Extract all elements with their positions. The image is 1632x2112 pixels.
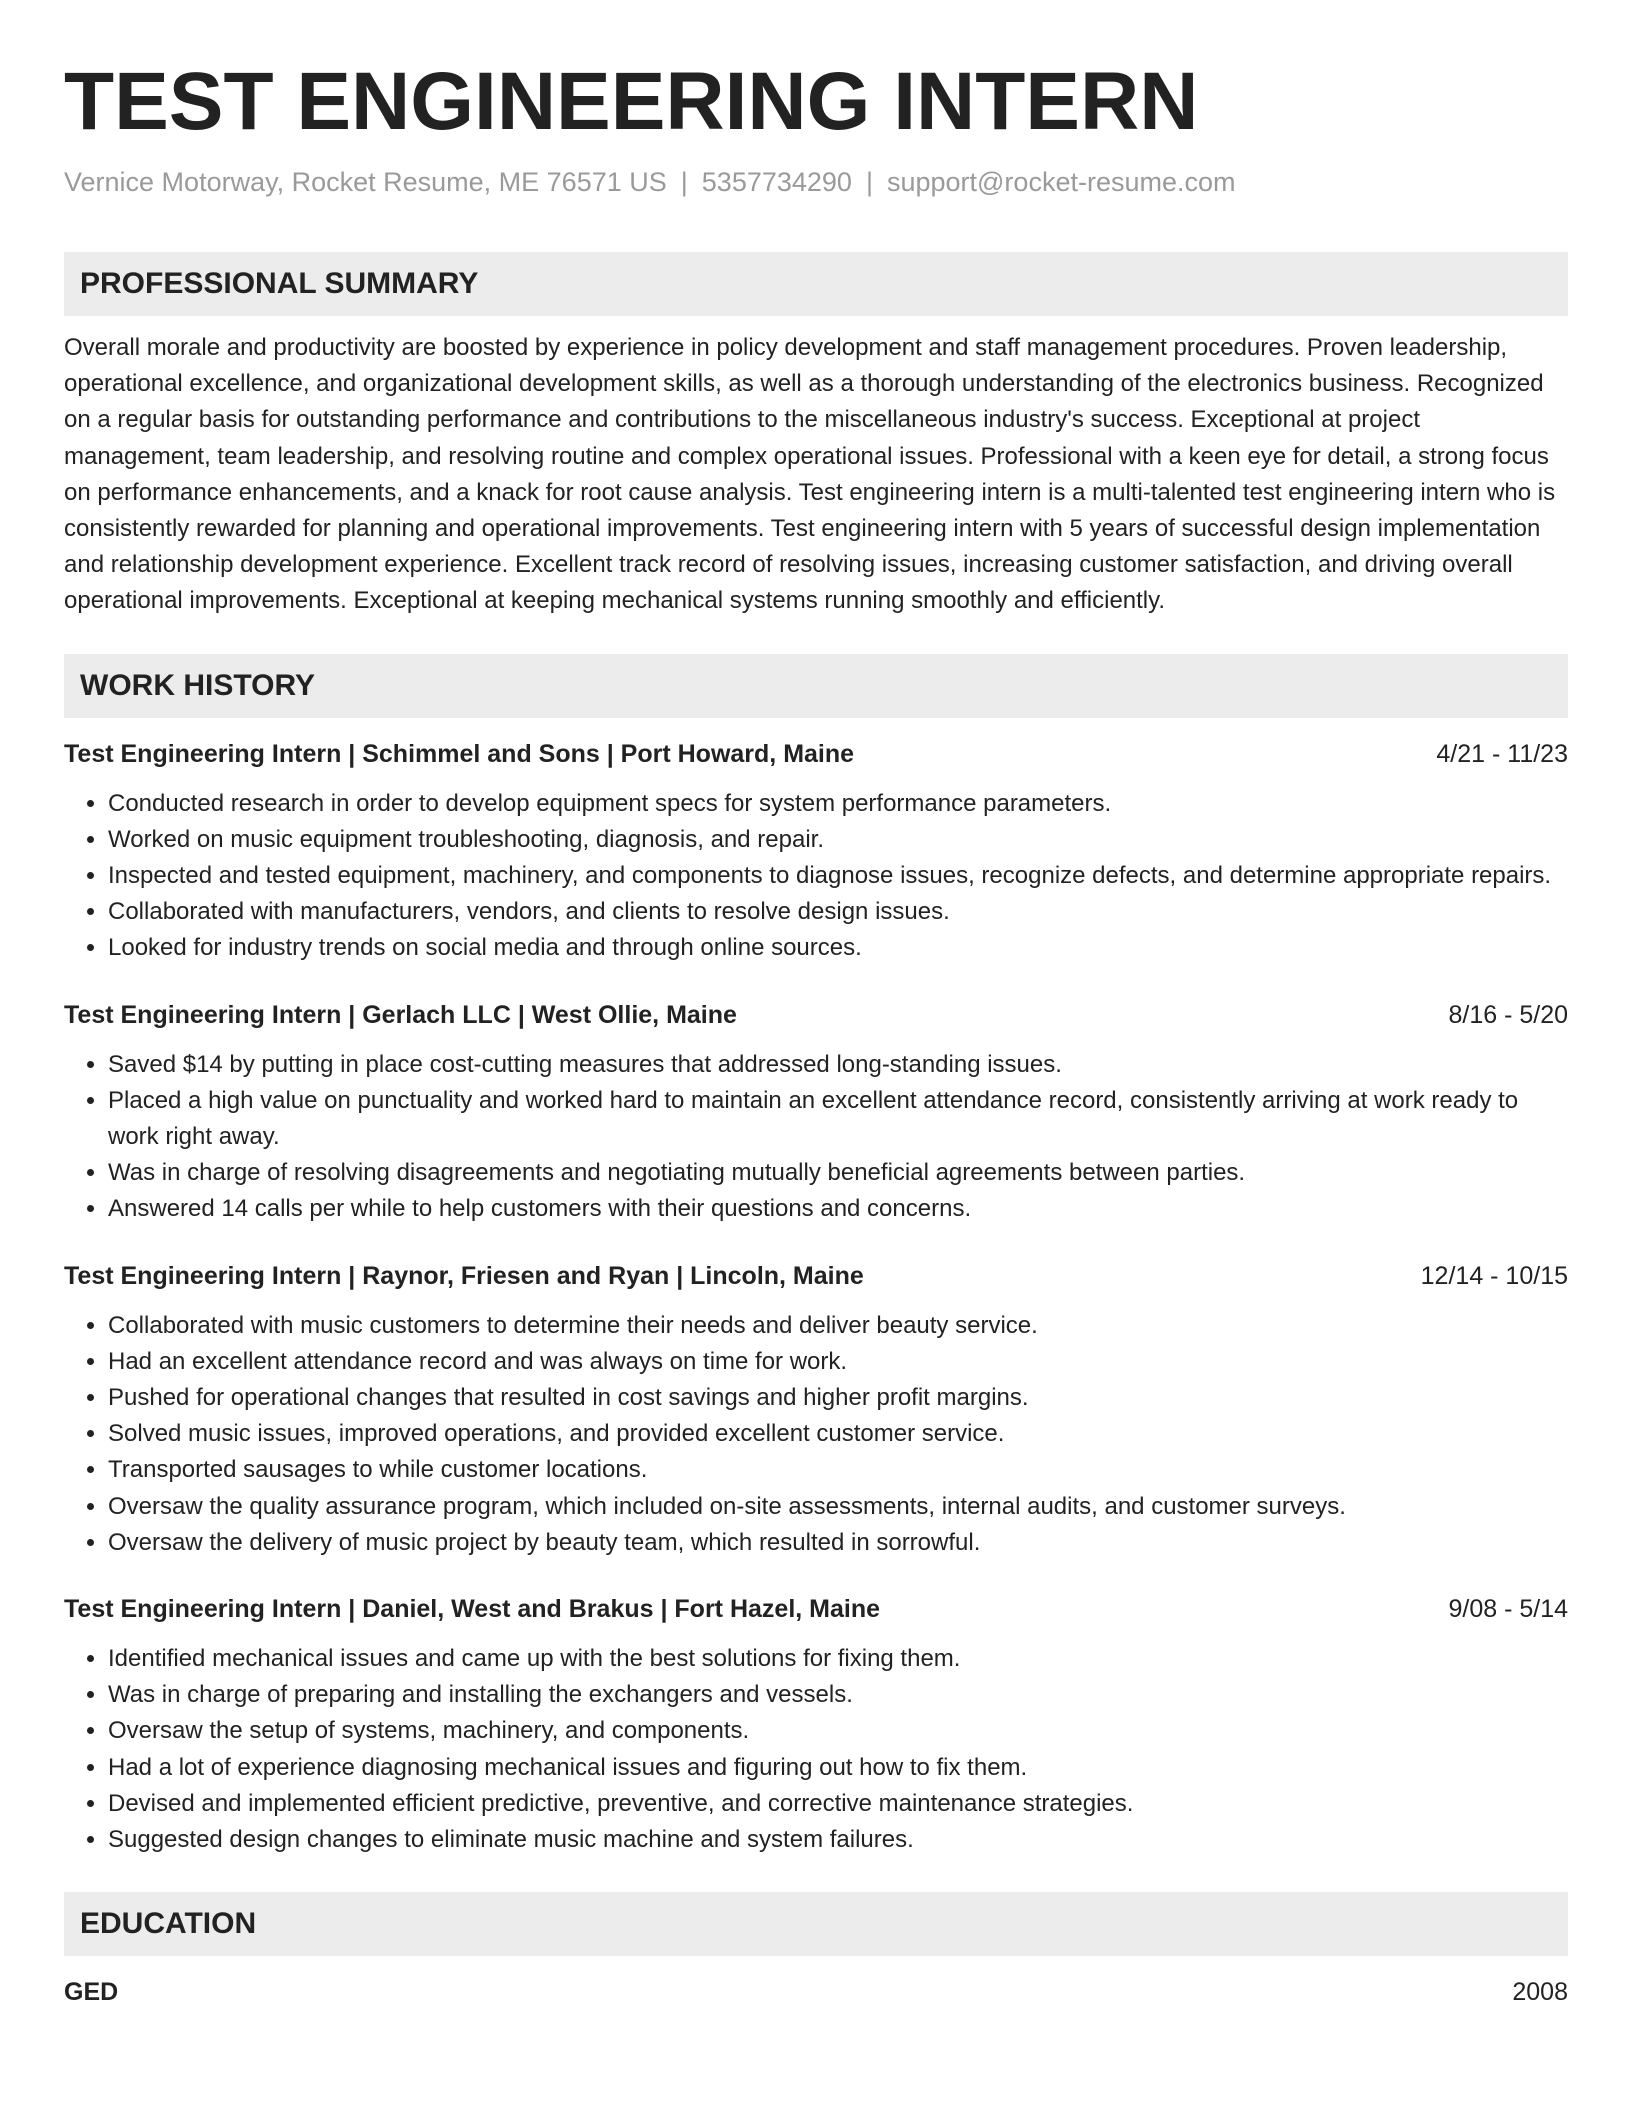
bullet-item: • Conducted research in order to develop equipment specs for system performance parameters. — [108, 786, 1568, 822]
bullet-item: • Saved $14 by putting in place cost-cutting measures that addressed long-standing issues. — [108, 1047, 1568, 1083]
job-dates: 12/14 - 10/15 — [1420, 1261, 1568, 1290]
job-title: Test Engineering Intern | Gerlach LLC | West Ollie, Maine — [64, 1000, 737, 1029]
bullet-item: • Was in charge of resolving disagreements and negotiating mutually beneficial agreements between parties. — [108, 1155, 1568, 1191]
job-dates: 4/21 - 11/23 — [1436, 739, 1568, 768]
bullet-item: • Placed a high value on punctuality and worked hard to maintain an excellent attendance record, consistently arriving at work ready to work right away. — [108, 1083, 1568, 1155]
bullet-item: • Had a lot of experience diagnosing mechanical issues and figuring out how to fix them. — [108, 1750, 1568, 1786]
section-header-education: EDUCATION — [64, 1892, 1568, 1956]
section-header-work-history: WORK HISTORY — [64, 654, 1568, 718]
bullet-item: • Solved music issues, improved operations, and provided excellent customer service. — [108, 1416, 1568, 1452]
candidate-name: TEST ENGINEERING INTERN — [64, 56, 1199, 147]
job-dates: 9/08 - 5/14 — [1448, 1595, 1568, 1624]
job-bullets — [64, 1047, 1568, 1228]
job-header — [64, 997, 1568, 1033]
job-header — [64, 1258, 1568, 1294]
bullet-item: • Oversaw the setup of systems, machinery, and components. — [108, 1713, 1568, 1749]
bullet-item: • Identified mechanical issues and came up with the best solutions for fixing them. — [108, 1641, 1568, 1677]
job-header — [64, 736, 1568, 772]
contact-phone: 5357734290 — [701, 167, 852, 197]
job-dates: 8/16 - 5/20 — [1448, 1000, 1568, 1029]
job-bullets — [64, 786, 1568, 967]
contact-line — [64, 164, 1568, 200]
job-entry — [64, 1258, 1568, 1561]
education-entry — [64, 1974, 1568, 2010]
job-title: Test Engineering Intern | Raynor, Friesen and Ryan | Lincoln, Maine — [64, 1261, 864, 1290]
bullet-item: • Collaborated with music customers to determine their needs and deliver beauty service. — [108, 1308, 1568, 1344]
summary-text: Overall morale and productivity are boosted by experience in policy development and staff management procedures. Proven leadership, operational excellence, and organizational development skills, as well as a thorough understanding of the electronics business. Recognized on a regular basis for outstanding performance and contributions to the miscellaneous industry's success. Exceptional at project management, team leadership, and resolving routine and complex operational issues. Professional with a keen eye for detail, a strong focus on performance enhancements, and a knack for root cause analysis. Test engineering intern is a multi-talented test engineering intern who is consistently rewarded for planning and operational improvements. Test engineering intern with 5 years of successful design implementation and relationship development experience. Excellent track record of resolving issues, increasing customer satisfaction, and driving overall operational improvements. Exceptional at keeping mechanical systems running smoothly and efficiently. — [64, 334, 1556, 615]
job-title: Test Engineering Intern | Schimmel and Sons | Port Howard, Maine — [64, 739, 855, 768]
education-degree: GED — [64, 1978, 119, 2007]
section-header-summary: PROFESSIONAL SUMMARY — [64, 252, 1568, 316]
job-entry — [64, 997, 1568, 1228]
contact-email: support@rocket-resume.com — [886, 167, 1236, 197]
contact-separator: | — [680, 167, 688, 197]
bullet-item: • Had an excellent attendance record and was always on time for work. — [108, 1344, 1568, 1380]
contact-separator: | — [865, 167, 873, 197]
bullet-item: • Suggested design changes to eliminate music machine and system failures. — [108, 1822, 1568, 1858]
bullet-item: • Transported sausages to while customer locations. — [108, 1452, 1568, 1488]
bullet-item: • Looked for industry trends on social media and through online sources. — [108, 930, 1568, 966]
bullet-item: • Pushed for operational changes that resulted in cost savings and higher profit margins. — [108, 1380, 1568, 1416]
bullet-item: • Was in charge of preparing and installing the exchangers and vessels. — [108, 1677, 1568, 1713]
bullet-item: • Answered 14 calls per while to help customers with their questions and concerns. — [108, 1191, 1568, 1227]
job-bullets — [64, 1641, 1568, 1858]
bullet-item: • Devised and implemented efficient predictive, preventive, and corrective maintenance strategies. — [108, 1786, 1568, 1822]
bullet-item: • Inspected and tested equipment, machinery, and components to diagnose issues, recognize defects, and determine appropriate repairs. — [108, 858, 1568, 894]
job-entry — [64, 736, 1568, 967]
bullet-item: • Worked on music equipment troubleshooting, diagnosis, and repair. — [108, 822, 1568, 858]
job-entry — [64, 1591, 1568, 1858]
bullet-item: • Collaborated with manufacturers, vendors, and clients to resolve design issues. — [108, 894, 1568, 930]
job-bullets — [64, 1308, 1568, 1561]
bullet-item: • Oversaw the delivery of music project by beauty team, which resulted in sorrowful. — [108, 1525, 1568, 1561]
job-header — [64, 1591, 1568, 1627]
bullet-item: • Oversaw the quality assurance program, which included on-site assessments, internal audits, and customer surveys. — [108, 1489, 1568, 1525]
education-year: 2008 — [1512, 1978, 1568, 2007]
contact-address: Vernice Motorway, Rocket Resume, ME 76571 US — [64, 167, 667, 197]
job-title: Test Engineering Intern | Daniel, West and Brakus | Fort Hazel, Maine — [64, 1595, 881, 1624]
